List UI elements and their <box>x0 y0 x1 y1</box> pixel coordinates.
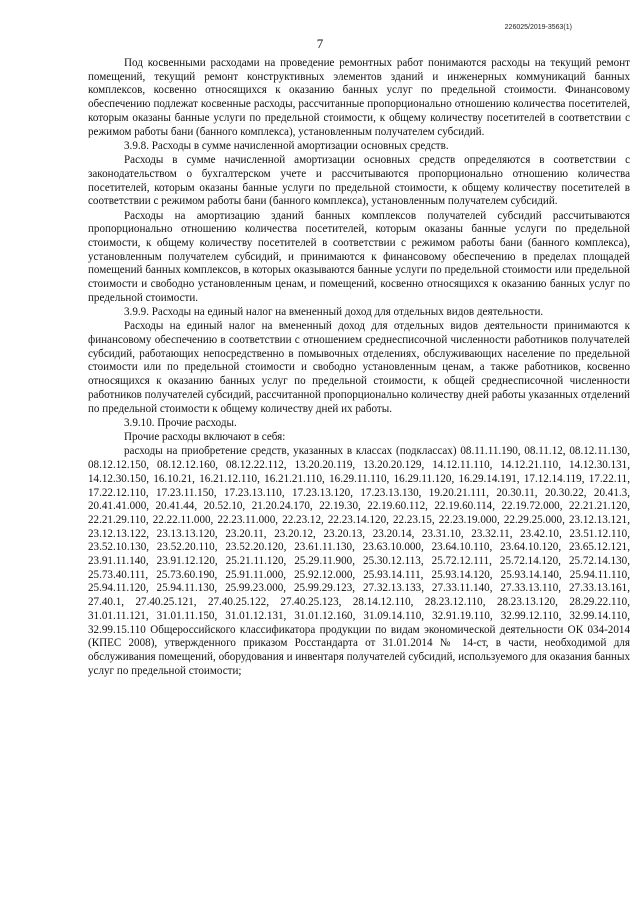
document-id: 226025/2019-3563(1) <box>504 24 572 31</box>
paragraph-imputed-tax: Расходы на единый налог на вмененный доход для отдельных видов деятельности принимаются к финансовому обеспечению в соответствии с отношением среднесписочной численности работников получателей субсидий, работающих непосредственно в помывочных отделениях, обслуживающих население по предельной стоимости или по предельной стоимости и свободно установленным ценам, а также работников, косвенно относящихся к оказанию банных услуг по предельной стоимости, к общей среднесписочной численности работников получателей субсидий, рассчитанной пропорционально количеству дней работы указанных отделений по предельной стоимости к общему количеству дней их работы. <box>88 320 630 415</box>
paragraph-depreciation-costs: Расходы в сумме начисленной амортизации основных средств определяются в соответствии с законодательством о бухгалтерском учете и рассчитываются пропорционально отношению количества посетителей, которым оказаны банные услуги по предельной стоимости, к общему количеству посетителей в соответствии с режимом работы бани (банного комплекса), установленным получателем субсидий. <box>88 154 630 208</box>
page-number: 7 <box>316 36 324 51</box>
paragraph-building-depreciation: Расходы на амортизацию зданий банных комплексов получателей субсидий рассчитываются пропорционально отношению количества посетителей, которым оказаны банные услуги по предельной стоимости, к общему количеству посетителей в соответствии с режимом работы бани (банного комплекса), установленным получателем субсидий, и принимаются к финансовому обеспечению в пределах площадей помещений банных комплексов, в которых оказываются банные услуги по предельной стоимости или предельной стоимости и свободно установленным ценам, и помещений, косвенно относящихся к оказанию банных услуг по предельной стоимости. <box>88 209 630 304</box>
paragraph-classifier-codes: расходы на приобретение средств, указанных в классах (подклассах) 08.11.11.190, 08.11.12, 08.12.11.130, 08.12.12.150, 08.12.12.160, 08.12.22.112, 13.20.20.119, 13.20.20.129, 14.12.11.110, 14.12.21.110, 14.12.30.131, 14.12.30.150, 16.10.21, 16.21.12.110, 16.21.21.110, 16.29.11.110, 16.29.11.120, 16.29.14.191, 17.12.14.119, 17.22.11, 17.22.12.110, 17.23.11.150, 17.23.13.110, 17.23.13.120, 17.23.13.130, 19.20.21.111, 20.30.11, 20.30.22, 20.41.3, 20.41.41.000, 20.41.44, 20.52.10, 21.20.24.170, 22.19.30, 22.19.60.112, 22.19.60.114, 22.19.72.000, 22.21.21.120, 22.21.29.110, 22.22.11.000, 22.23.11.000, 22.23.12, 22.23.14.120, 22.23.15, 22.23.19.000, 22.29.25.000, 23.12.13.121, 23.12.13.122, 23.13.13.120, 23.20.11, 23.20.12, 23.20.13, 23.20.14, 23.31.10, 23.32.11, 23.42.10, 23.51.12.110, 23.52.10.130, 23.52.20.110, 23.52.20.120, 23.61.11.130, 23.63.10.000, 23.64.10.110, 23.64.10.120, 23.65.12.121, 23.91.11.140, 23.91.12.120, 25.21.11.120, 25.29.11.900, 25.30.12.113, 25.72.12.111, 25.72.14.120, 25.72.14.130, 25.73.40.111, 25.73.60.190, 25.91.11.000, 25.92.12.000, 25.93.14.111, 25.93.14.120, 25.93.14.140, 25.94.11.110, 25.94.11.120, 25.94.11.130, 25.99.23.000, 25.99.29.123, 27.32.13.133, 27.33.11.140, 27.33.13.110, 27.33.13.161, 27.40.1, 27.40.25.121, 27.40.25.122, 27.40.25.123, 28.14.12.110, 28.23.12.110, 28.23.13.120, 28.29.22.110, 31.01.11.121, 31.01.11.150, 31.01.12.131, 31.01.12.160, 31.09.14.110, 32.91.19.110, 32.99.12.110, 32.99.14.110, 32.99.15.110 Общероссийского классификатора продукции по видам экономической деятельности ОК 034-2014 (КПЕС 2008), утвержденного приказом Росстандарта от 31.01.2014 № 14-ст, в части, необходимой для обслуживания помещений, оборудования и инвентаря получателей субсидий, используемого для оказания банных услуг по предельной стоимости; <box>88 445 630 677</box>
paragraph-indirect-repair-costs: Под косвенными расходами на проведение ремонтных работ понимаются расходы на текущий ремонт помещений, текущий ремонт конструктивных элементов зданий и инженерных коммуникаций банных комплексов, косвенно относящихся к оказанию банных услуг по предельной стоимости. Финансовому обеспечению подлежат косвенные расходы, рассчитанные пропорционально отношению количества посетителей, которым оказаны банные услуги по предельной стоимости, к общему количеству посетителей в соответствии с режимом работы бани (банного комплекса), установленным получателем субсидий. <box>88 57 630 138</box>
section-heading-3-9-9: 3.9.9. Расходы на единый налог на вмененный доход для отдельных видов деятельности. <box>124 306 544 319</box>
section-heading-3-9-8: 3.9.8. Расходы в сумме начисленной амортизации основных средств. <box>124 139 449 152</box>
paragraph-other-costs-intro: Прочие расходы включают в себя: <box>124 431 286 444</box>
section-heading-3-9-10: 3.9.10. Прочие расходы. <box>124 416 237 429</box>
document-body <box>88 57 630 678</box>
